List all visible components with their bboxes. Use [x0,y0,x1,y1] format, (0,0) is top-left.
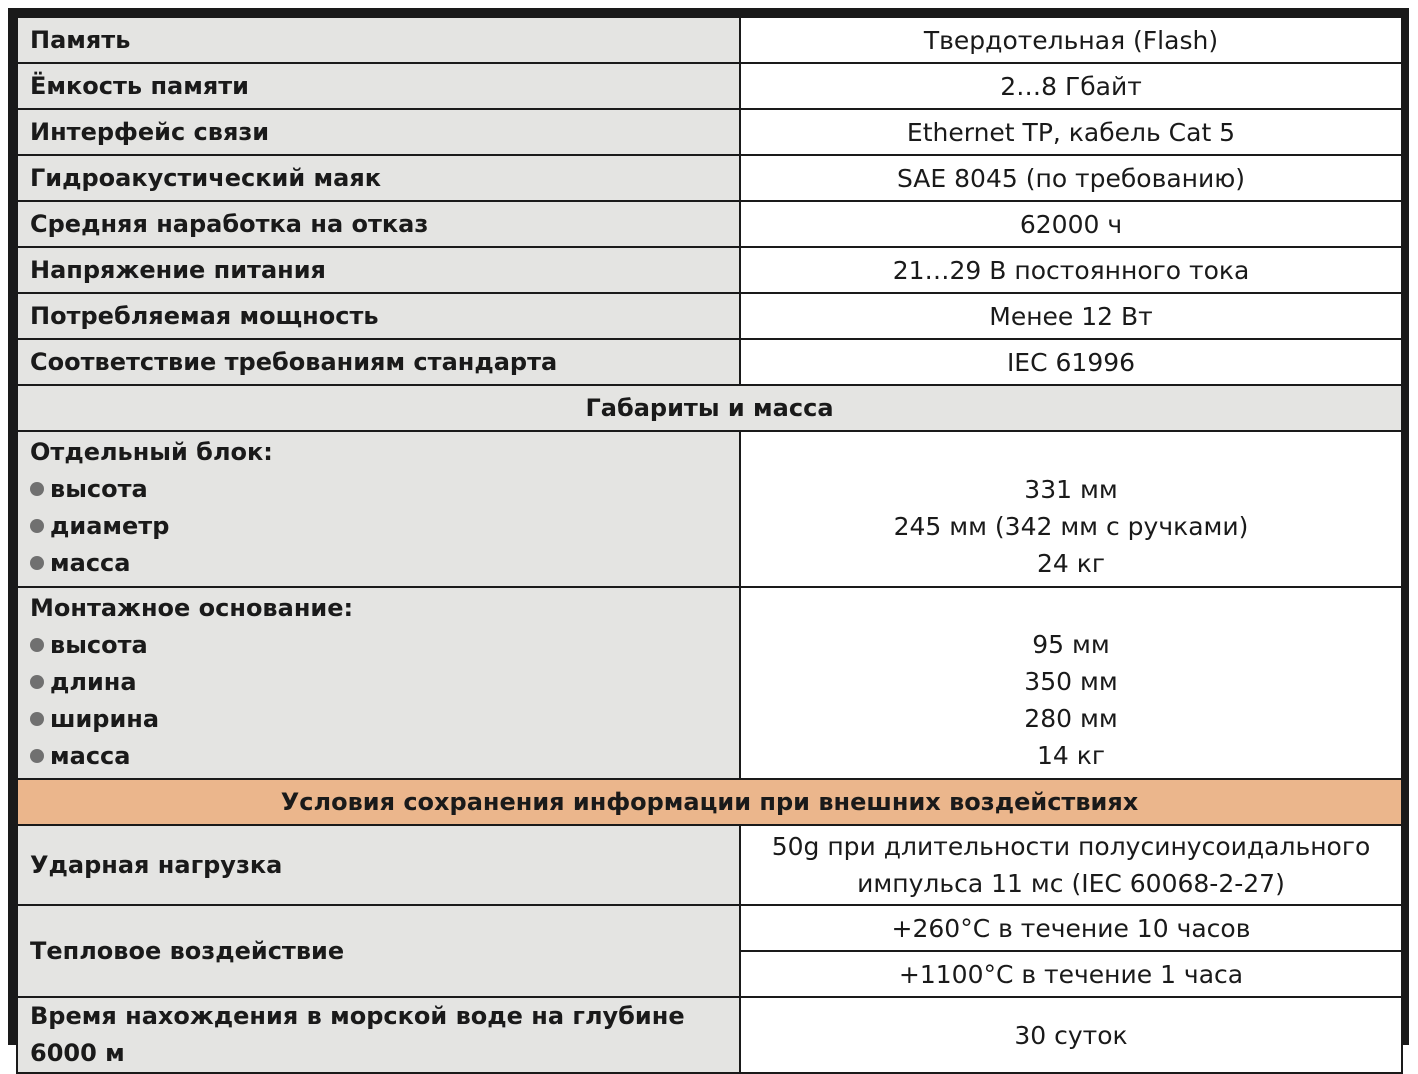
row-label: Ёмкость памяти [17,63,740,109]
mount-base-item-label: ширина [50,705,160,733]
table-row [17,293,1402,339]
bullet-icon [30,675,44,689]
table-row-unit-block [17,431,1402,587]
unit-block-item-value: 331 мм [1024,475,1118,504]
row-value: Твердотельная (Flash) [740,17,1402,63]
bullet-icon [30,638,44,652]
row-label: Интерфейс связи [17,109,740,155]
mount-base-labels [17,587,740,779]
unit-block-item-label: масса [50,549,131,577]
spec-table-frame [8,8,1409,1067]
mount-base-item-label: длина [50,668,137,696]
unit-block-item-label: высота [50,475,148,503]
table-row [17,339,1402,385]
row-label: Соответствие требованиям стандарта [17,339,740,385]
unit-block-values [740,431,1402,587]
row-value: IEC 61996 [740,339,1402,385]
thermal-value-1: +260°C в течение 10 часов [740,905,1402,951]
seawater-label: Время нахождения в морской воде на глубине 6000 м [17,997,740,1073]
unit-block-item-value: 24 кг [1037,549,1105,578]
row-value: Ethernet TP, кабель Cat 5 [740,109,1402,155]
bullet-icon [30,712,44,726]
unit-block-title: Отдельный блок: [30,438,273,466]
table-row-mount-base [17,587,1402,779]
bullet-icon [30,482,44,496]
mount-base-values [740,587,1402,779]
seawater-value: 30 суток [740,997,1402,1073]
bullet-icon [30,749,44,763]
shock-value-line2: импульса 11 мс (IEC 60068-2-27) [857,869,1285,898]
row-value: Менее 12 Вт [740,293,1402,339]
mount-base-item-label: масса [50,742,131,770]
mount-base-item-label: высота [50,631,148,659]
row-value: 21…29 В постоянного тока [740,247,1402,293]
thermal-value-2: +1100°C в течение 1 часа [740,951,1402,997]
table-row [17,155,1402,201]
unit-block-item-label: диаметр [50,512,170,540]
table-row-thermal [17,905,1402,951]
table-row [17,201,1402,247]
thermal-label: Тепловое воздействие [17,905,740,997]
row-label: Память [17,17,740,63]
mount-base-item-value: 95 мм [1032,630,1110,659]
row-value: SAE 8045 (по требованию) [740,155,1402,201]
table-row [17,109,1402,155]
row-label: Напряжение питания [17,247,740,293]
table-row [17,247,1402,293]
section-header-dimensions: Габариты и масса [17,385,1402,431]
mount-base-item-value: 350 мм [1024,667,1118,696]
spec-table [16,16,1403,1074]
bullet-icon [30,556,44,570]
section-header-conditions: Условия сохранения информации при внешних воздействиях [17,779,1402,825]
mount-base-title: Монтажное основание: [30,594,354,622]
row-label: Гидроакустический маяк [17,155,740,201]
table-row-seawater [17,997,1402,1073]
section-header-row [17,779,1402,825]
shock-label: Ударная нагрузка [17,825,740,905]
row-label: Средняя наработка на отказ [17,201,740,247]
shock-value-line1: 50g при длительности полусинусоидального [771,832,1371,861]
unit-block-labels [17,431,740,587]
table-row-shock [17,825,1402,905]
bullet-icon [30,519,44,533]
row-value: 62000 ч [740,201,1402,247]
unit-block-item-value: 245 мм (342 мм с ручками) [893,512,1249,541]
mount-base-item-value: 14 кг [1037,741,1105,770]
table-row [17,63,1402,109]
shock-value [740,825,1402,905]
mount-base-item-value: 280 мм [1024,704,1118,733]
section-header-row [17,385,1402,431]
row-label: Потребляемая мощность [17,293,740,339]
row-value: 2…8 Гбайт [740,63,1402,109]
table-row [17,17,1402,63]
